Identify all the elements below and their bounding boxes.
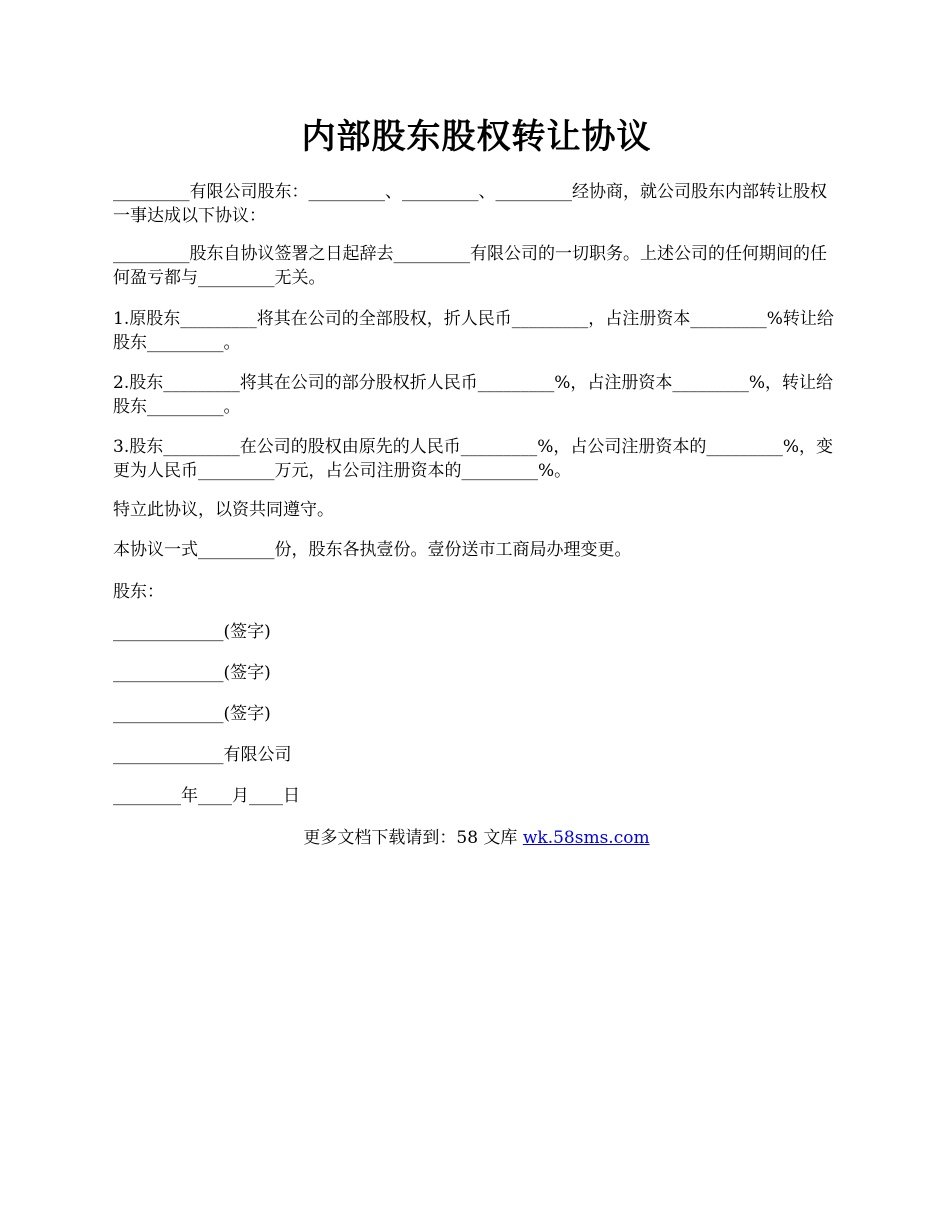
compliance-statement: 特立此协议，以资共同遵守。	[113, 500, 334, 520]
clause-1: 1.原股东_________将其在公司的全部股权，折人民币_________，占注册资本_________%转让给股东_________。	[113, 309, 834, 353]
clause-2: 2.股东_________将其在公司的部分股权折人民币_________%，占注册资本_________%，转让给股东_________。	[113, 373, 834, 417]
download-footer	[113, 826, 840, 850]
footer-prefix: 更多文档下载请到：58 文库	[303, 828, 523, 848]
document-page	[113, 0, 840, 848]
footer-link[interactable]: wk.58sms.com	[522, 828, 650, 848]
copies-statement: 本协议一式_________份，股东各执壹份。壹份送市工商局办理变更。	[113, 540, 632, 560]
document-title: 内部股东股权转让协议	[301, 117, 652, 157]
signature-line-3: _____________(签字)	[113, 704, 271, 724]
intro-paragraph: _________有限公司股东：_________、_________、_________经协商，就公司股东内部转让股权一事达成以下协议：	[113, 182, 827, 226]
date-line: ________年____月____日	[113, 786, 300, 806]
signature-line-1: _____________(签字)	[113, 622, 271, 642]
clause-3: 3.股东_________在公司的股权由原先的人民币_________%，占公司注册资本的_________%，变更为人民币_________万元，占公司注册资本的_________%。	[113, 437, 834, 481]
company-line: _____________有限公司	[113, 745, 292, 765]
resignation-paragraph: _________股东自协议签署之日起辞去_________有限公司的一切职务。上述公司的任何期间的任何盈亏都与_________无关。	[113, 244, 827, 288]
shareholders-label: 股东：	[113, 582, 164, 602]
signature-line-2: _____________(签字)	[113, 663, 271, 683]
